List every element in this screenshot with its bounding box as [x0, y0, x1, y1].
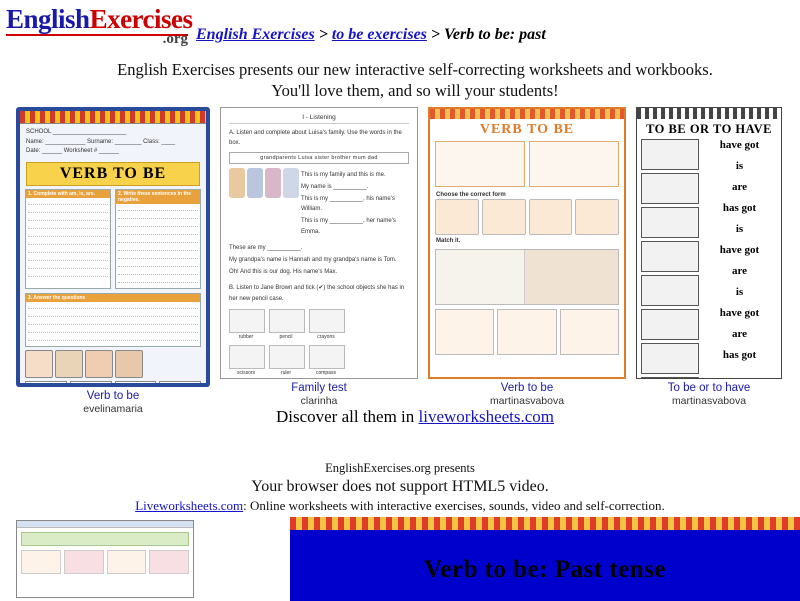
intro-line-2: You'll love them, and so will your students!: [271, 80, 559, 100]
object-item: [229, 309, 263, 340]
object-label: rubber: [238, 333, 254, 340]
liveworksheets-footer-link[interactable]: Liveworksheets.com: [135, 498, 244, 514]
worksheet-2-family-image: [229, 168, 409, 239]
worksheet-3-caption: [428, 382, 626, 407]
worksheet-1-exercise-3-header: 3. Answer the questions: [26, 294, 200, 302]
discover-text: Discover all them in: [275, 407, 419, 427]
video-fallback-message: Your browser does not support HTML5 video.: [251, 478, 549, 496]
worksheet-1-exercise-2-lines: [116, 204, 200, 288]
video-caption-rest: : Online worksheets with interactive exercises, sounds, video and self-correction.: [243, 498, 665, 514]
thumbnail-toolbar: [17, 521, 193, 528]
worksheet-1-name-boxes: [20, 378, 206, 387]
exercise-picture: [641, 139, 699, 170]
worksheet-2-sentence: Oh! And this is our dog. His name's Max.: [229, 269, 338, 276]
name-box: [70, 381, 112, 387]
family-figure: [265, 168, 281, 198]
object-label: crayons: [317, 333, 335, 340]
worksheet-card-4[interactable]: [636, 107, 782, 407]
rubber-icon: [229, 309, 265, 333]
worksheet-4-caption: [636, 382, 782, 407]
thumbnail-cell: [107, 550, 147, 574]
answer-word: is: [735, 223, 744, 236]
picture-cell: [575, 199, 619, 235]
object-label: scissors: [236, 369, 256, 376]
pencil-border-decoration: [20, 111, 206, 124]
worksheet-4-author: martinasvabova: [671, 395, 747, 408]
worksheet-1-character-images: [20, 347, 206, 378]
banner-title: Verb to be: Past tense: [424, 556, 666, 583]
answer-word: are: [731, 181, 748, 194]
worksheet-strip: [0, 107, 800, 416]
exercise-picture: [641, 377, 699, 379]
object-label: compass: [315, 369, 336, 376]
worksheet-thumbnail-1[interactable]: [16, 107, 210, 387]
exercise-picture: [641, 343, 699, 374]
worksheet-thumbnail-2[interactable]: [220, 107, 418, 379]
worksheet-2-caption: [220, 382, 418, 407]
worksheet-3-title: VERB TO BE: [479, 122, 575, 138]
worksheet-4-image-column: [641, 139, 699, 379]
worksheet-3-author: martinasvabova: [489, 395, 565, 408]
picture-cell: [435, 309, 494, 355]
worksheet-2-word-box: grandparents Luisa sister brother mum dad: [229, 152, 409, 164]
worksheet-1-name-label: Name: ____________ Surname: ________ Class: ____: [26, 138, 175, 145]
exercise-picture: [641, 241, 699, 272]
answer-word: have got: [719, 244, 760, 257]
bottom-section: [0, 512, 800, 600]
object-item: [309, 345, 343, 376]
page-header: [0, 0, 800, 58]
worksheet-1-exercise-3: [25, 293, 201, 347]
video-presents-text: EnglishExercises.org presents: [325, 461, 475, 476]
answer-word: have got: [719, 139, 760, 152]
picture-cell: [435, 199, 479, 235]
object-item: [269, 345, 303, 376]
bottom-worksheet-thumbnail[interactable]: [16, 520, 194, 598]
worksheet-2-title: I - Listening: [229, 114, 409, 124]
worksheet-4-title: TO BE OR TO HAVE: [646, 122, 772, 137]
worksheet-2-task-b: B. Listen to Jane Brown and tick (✔) the school objects she has in her new pencil case.: [229, 285, 405, 302]
picture-cell: [497, 309, 556, 355]
breadcrumb-link-category[interactable]: to be exercises: [331, 26, 427, 43]
object-item: [269, 309, 303, 340]
worksheet-2-sentence: My name is __________.: [301, 183, 369, 190]
worksheet-1-school-label: SCHOOL ______________________: [26, 129, 127, 136]
family-figure: [283, 168, 299, 198]
dashed-border-decoration: [637, 108, 781, 119]
worksheet-2-title-link[interactable]: Family test: [291, 382, 347, 395]
answer-word: are: [731, 328, 748, 341]
exercise-picture: [641, 207, 699, 238]
family-figure: [229, 168, 245, 198]
picture-cell: [529, 199, 573, 235]
object-label: ruler: [280, 369, 291, 376]
intro-text: [30, 58, 800, 107]
breadcrumb: [196, 4, 546, 44]
worksheet-thumbnail-4[interactable]: [636, 107, 782, 379]
worksheet-1-exercise-2: [115, 189, 201, 289]
worksheet-2-task-a: A. Listen and complete about Luisa's family. Use the words in the box.: [229, 130, 402, 147]
answer-word: has got: [722, 349, 757, 362]
character-image: [55, 350, 83, 378]
worksheet-1-date-label: Date: ______ Worksheet # ______: [26, 148, 119, 155]
breadcrumb-current-page: Verb to be: past: [444, 26, 546, 43]
worksheet-1-author: evelinamaria: [83, 403, 143, 416]
exercise-picture: [641, 309, 699, 340]
picture-cell: [482, 199, 526, 235]
worksheet-1-title: VERB TO BE: [26, 162, 200, 186]
video-section: [0, 461, 800, 514]
worksheet-card-1[interactable]: [16, 107, 210, 415]
name-box: [115, 381, 157, 387]
ruler-icon: [269, 345, 305, 369]
thumbnail-cell: [21, 550, 61, 574]
logo-text-english: English: [6, 4, 90, 34]
thumbnail-cell: [64, 550, 104, 574]
grammar-box-negative: [529, 141, 619, 187]
object-item: [229, 345, 263, 376]
exercise-picture: [641, 173, 699, 204]
object-item: [309, 309, 343, 340]
thumbnail-cell-row: [17, 548, 193, 576]
worksheet-2-sentence: My grandpa's name is Hannah and my grandpa's name is Tom.: [229, 256, 397, 263]
worksheet-1-exercise-1-lines: [26, 198, 110, 282]
worksheet-3-picture-row: [430, 199, 624, 235]
answer-word: is: [735, 286, 744, 299]
worksheet-2-sentence: This is my __________, his name's William.: [301, 196, 395, 213]
pencil-icon: [269, 309, 305, 333]
worksheet-2-sentence: This is my family and this is me.: [301, 171, 386, 178]
worksheet-4-title-link[interactable]: To be or to have: [667, 382, 751, 395]
crayons-icon: [309, 309, 345, 333]
worksheet-2-object-row-2: [229, 345, 409, 376]
worksheet-card-3[interactable]: [428, 107, 626, 407]
worksheet-3-grammar-boxes: [430, 139, 624, 189]
worksheet-2-author: clarinha: [300, 395, 338, 408]
family-figure: [247, 168, 263, 198]
name-box: [159, 381, 201, 387]
answer-word: is: [735, 160, 744, 173]
breadcrumb-separator-2: >: [430, 26, 441, 43]
liveworksheets-link[interactable]: liveworksheets.com: [418, 407, 555, 427]
breadcrumb-link-home[interactable]: English Exercises: [196, 26, 315, 43]
worksheet-1-exercise-2-header: 2. Write these sentences in the negative.: [116, 190, 200, 204]
thumbnail-highlight-band: [21, 532, 189, 546]
worksheet-3-title-link[interactable]: Verb to be: [500, 382, 554, 395]
breadcrumb-separator-1: >: [318, 26, 328, 43]
worksheet-1-caption: [16, 390, 210, 415]
matching-sentences: [436, 250, 525, 304]
character-image: [115, 350, 143, 378]
page-banner: [290, 517, 800, 601]
character-image: [85, 350, 113, 378]
worksheet-1-exercise-1: [25, 189, 111, 289]
object-label: pencil: [279, 333, 293, 340]
worksheet-1-header-fields: [20, 124, 206, 159]
site-logo[interactable]: [6, 4, 196, 47]
intro-line-1: English Exercises presents our new interactive self-correcting worksheets and workbooks.: [117, 60, 713, 79]
answer-word: are: [731, 265, 748, 278]
worksheet-2-sentence: These are my __________.: [229, 244, 303, 251]
worksheet-3-bottom-row: [430, 309, 624, 355]
worksheet-3-matching-exercise: [435, 249, 619, 305]
thumbnail-cell: [149, 550, 189, 574]
character-image: [25, 350, 53, 378]
worksheet-1-title-link[interactable]: Verb to be: [86, 390, 140, 403]
answer-word: have got: [719, 307, 760, 320]
worksheet-2-sentence: This is my __________, her name's Emma.: [301, 218, 396, 235]
worksheet-thumbnail-3[interactable]: [428, 107, 626, 379]
logo-text-domain: .org: [162, 31, 188, 47]
picture-cell: [560, 309, 619, 355]
worksheet-1-exercise-1-header: 1. Complete with am, is, are.: [26, 190, 110, 198]
worksheet-2-object-row-1: [229, 309, 409, 340]
worksheet-4-word-column: [702, 139, 777, 379]
thumbnail-title: [17, 528, 193, 530]
exercise-picture: [641, 275, 699, 306]
worksheet-4-body: [637, 139, 781, 379]
worksheet-3-section-1: Choose the correct form: [436, 192, 506, 199]
worksheet-card-2[interactable]: [220, 107, 418, 407]
pencil-border-decoration: [290, 517, 800, 530]
pencil-border-decoration: [430, 109, 624, 119]
compass-icon: [309, 345, 345, 369]
worksheet-1-exercise-columns: [20, 189, 206, 289]
scissors-icon: [229, 345, 265, 369]
worksheet-3-section-2: Match it.: [436, 238, 461, 245]
grammar-box-affirmative: [435, 141, 525, 187]
name-box: [25, 381, 67, 387]
answer-word: has got: [722, 202, 757, 215]
logo-text-exercises: Exercises: [89, 4, 193, 34]
matching-picture: [525, 250, 618, 304]
